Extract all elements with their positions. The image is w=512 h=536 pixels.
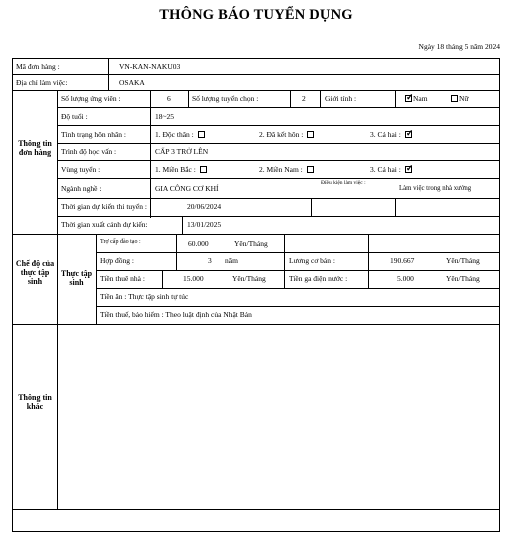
base-salary-value: 190.667 <box>390 256 415 265</box>
training-allowance-unit: Yên/Tháng <box>234 239 268 248</box>
gender-male-option[interactable]: ✓ Nam <box>405 94 428 104</box>
departure-label: Thời gian xuất cảnh dự kiến: <box>61 220 148 229</box>
region-north-checkbox[interactable] <box>200 166 207 173</box>
applicants-value: 6 <box>167 94 171 103</box>
work-location-value: OSAKA <box>119 78 145 87</box>
rent-value: 15.000 <box>183 274 204 283</box>
conditions-value: Làm việc trong nhà xưởng <box>399 185 472 192</box>
age-value: 18~25 <box>155 112 175 121</box>
marital-option-single[interactable]: 1. Độc thân : <box>155 130 205 140</box>
region-option-north[interactable]: 1. Miền Bắc : <box>155 165 207 175</box>
section-other-info: Thông tin khác <box>18 393 52 411</box>
order-code-value: VN-KAN-NAKU03 <box>119 62 181 71</box>
contract-unit: năm <box>225 256 238 265</box>
region-label: Vùng tuyển : <box>61 165 101 174</box>
education-label: Trình độ học vấn : <box>61 147 117 156</box>
hires-value: 2 <box>302 94 306 103</box>
hires-label: Số lượng tuyển chọn : <box>192 94 259 103</box>
gender-male-checkbox[interactable] <box>405 95 412 102</box>
marital-both-checkbox[interactable] <box>405 131 412 138</box>
base-salary-unit: Yên/Tháng <box>446 256 480 265</box>
contract-label: Hợp đồng : <box>100 256 134 265</box>
age-label: Độ tuổi : <box>61 112 88 121</box>
work-location-label: Địa chỉ làm việc: <box>16 78 68 87</box>
marital-option-both[interactable]: 3. Cả hai :✓ <box>370 130 412 140</box>
rent-unit: Yên/Tháng <box>232 274 266 283</box>
order-code-label: Mã đơn hàng : <box>16 62 60 71</box>
exam-date-label: Thời gian dự kiến thi tuyển : <box>61 202 147 211</box>
exam-date-value: 20/06/2024 <box>187 202 222 211</box>
utilities-value: 5.000 <box>397 274 414 283</box>
gender-female-checkbox[interactable] <box>451 95 458 102</box>
job-label: Ngành nghề : <box>61 184 102 193</box>
marital-label: Tình trạng hôn nhân : <box>61 130 126 139</box>
utilities-unit: Yên/Tháng <box>446 274 480 283</box>
marital-married-checkbox[interactable] <box>307 131 314 138</box>
utilities-label: Tiền ga điện nước : <box>289 274 348 283</box>
region-option-both[interactable]: 3. Cả hai :✓ <box>370 165 412 175</box>
marital-option-married[interactable]: 2. Đã kết hôn : <box>259 130 314 140</box>
conditions-label: Điều kiện làm việc : <box>321 180 366 186</box>
recruitment-form-table <box>12 58 500 532</box>
gender-female-option[interactable]: Nữ <box>451 94 468 104</box>
section-trainee-policy: Chế độ của thực tập sinh <box>15 259 55 286</box>
section-trainee: Thực tập sinh <box>60 269 93 287</box>
marital-single-checkbox[interactable] <box>198 131 205 138</box>
region-option-south[interactable]: 2. Miền Nam : <box>259 165 314 175</box>
region-both-checkbox[interactable] <box>405 166 412 173</box>
base-salary-label: Lương cơ bản : <box>289 256 335 265</box>
meals-info: Tiền ăn : Thực tập sinh tự túc <box>100 292 189 301</box>
gender-label: Giới tính : <box>325 94 357 103</box>
region-south-checkbox[interactable] <box>307 166 314 173</box>
job-value: GIA CÔNG CƠ KHÍ <box>155 184 219 193</box>
training-allowance-value: 60.000 <box>188 239 209 248</box>
training-allowance-label: Trợ cấp đào tạo : <box>100 239 141 245</box>
notice-date: Ngày 18 tháng 5 năm 2024 <box>418 42 500 51</box>
contract-value: 3 <box>208 256 212 265</box>
tax-insurance-info: Tiền thuế, bảo hiểm : Theo luật định của Nhật Bản <box>100 310 252 319</box>
rent-label: Tiền thuê nhà : <box>100 274 145 283</box>
section-order-info: Thông tin đơn hàng <box>18 139 52 157</box>
education-value: CẤP 3 TRỞ LÊN <box>155 147 209 156</box>
departure-value: 13/01/2025 <box>187 220 222 229</box>
page-title: THÔNG BÁO TUYỂN DỤNG <box>159 7 353 23</box>
applicants-label: Số lượng ứng viên : <box>61 94 121 103</box>
